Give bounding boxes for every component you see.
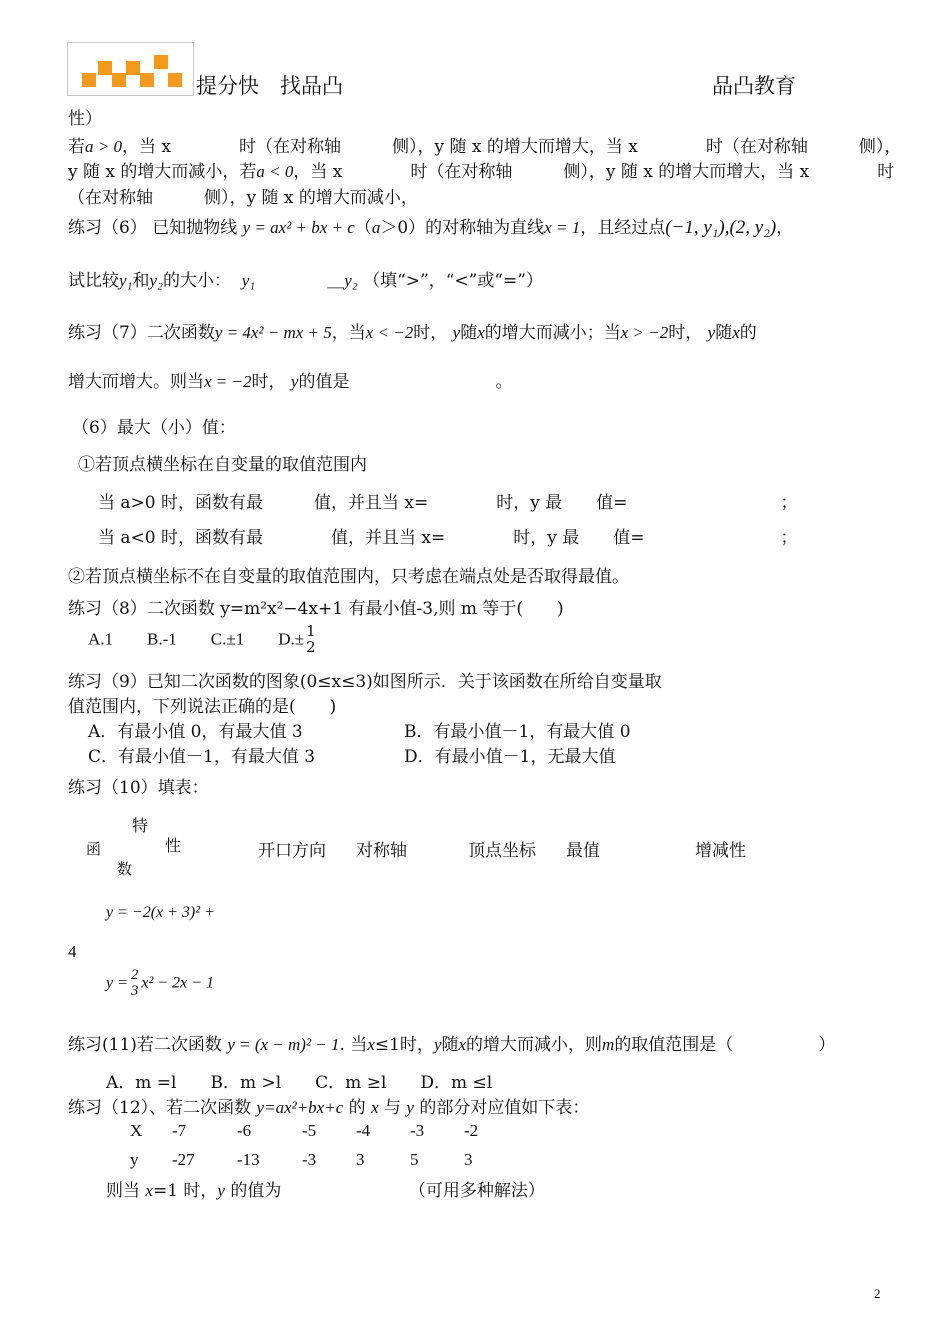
table-header-te: 特 xyxy=(132,816,149,835)
page-number: 2 xyxy=(874,1286,881,1301)
table12-y-cell: 3 xyxy=(356,1150,365,1169)
text-line: 若a > 0，当 x 时（在对称轴 侧），y 随 x 的增大而增大，当 x 时（在对称轴 侧）， xyxy=(68,137,902,157)
section-6-title: （6）最大（小）值： xyxy=(72,418,236,438)
table-header-vertex: 顶点坐标 xyxy=(468,841,536,861)
table12-x-cell: -6 xyxy=(237,1121,252,1140)
table-header-opening: 开口方向 xyxy=(258,841,326,861)
exercise-11-options: A．m =l B．m >l C．m ≥l D．m ≤l xyxy=(106,1073,493,1093)
logo-square xyxy=(168,73,182,87)
table-function-1: y = −2(x + 3)² + xyxy=(106,904,215,921)
exercise-9-option-b: B．有最小值－1，有最大值 0 xyxy=(404,722,631,742)
table12-y-cell: 5 xyxy=(410,1150,419,1169)
logo-square xyxy=(126,61,140,75)
table12-y-cell: -27 xyxy=(172,1150,195,1169)
exercise-12: 练习（12）、若二次函数 y=ax²+bx+c 的 x 与 y 的部分对应值如下表： xyxy=(68,1098,590,1118)
exercise-11: 练习(11)若二次函数 y = (x − m)² − 1. 当x≤1时，y随x的增大而减小，则m的取值范围是（ ） xyxy=(68,1035,836,1055)
table12-x-label: X xyxy=(130,1121,143,1140)
exercise-9-option-c: C．有最小值－1，有最大值 3 xyxy=(88,747,316,767)
table-header-xing: 性 xyxy=(165,836,182,855)
table12-y-label: y xyxy=(130,1150,139,1169)
exercise-6-line-2: 试比较y₁和y₂的大小： y₁ ＿y₂ （填“>”，“<”或“=”） xyxy=(68,271,543,291)
table-function-1-tail: 4 xyxy=(68,942,77,961)
table-header-extreme: 最值 xyxy=(566,841,600,861)
logo xyxy=(67,42,194,96)
exercise-9-line-2: 值范围内，下列说法正确的是( ) xyxy=(68,697,337,717)
exercise-9-line-1: 练习（9）已知二次函数的图象(0≤x≤3)如图所示．关于该函数在所给自变量取 xyxy=(68,672,662,692)
logo-square xyxy=(154,55,168,69)
section-6-item-3: 当 a<0 时，函数有最 值，并且当 x= 时，y 最 值= ； xyxy=(98,528,798,548)
logo-square xyxy=(112,73,126,87)
exercise-7-line-1: 练习（7）二次函数y = 4x² − mx + 5，当x < −2时， y随x的增大而减小；当x > −2时， y随x的 xyxy=(68,323,757,343)
table12-x-cell: -5 xyxy=(302,1121,317,1140)
logo-square xyxy=(98,61,112,75)
table12-y-cell: 3 xyxy=(464,1150,473,1169)
table-header-axis: 对称轴 xyxy=(356,841,407,861)
header-brand: 品凸教育 xyxy=(712,74,796,98)
exercise-10-title: 练习（10）填表： xyxy=(68,778,209,798)
exercise-8: 练习（8）二次函数 y=m²x²−4x+1 有最小值-3,则 m 等于( ) xyxy=(68,599,564,619)
table12-y-cell: -3 xyxy=(302,1150,317,1169)
table-header-monotonic: 增减性 xyxy=(695,841,746,861)
text-line: （在对称轴 侧），y 随 x 的增大而减小， xyxy=(68,188,418,208)
table12-x-cell: -7 xyxy=(172,1121,187,1140)
logo-square xyxy=(140,73,154,87)
table12-x-cell: -4 xyxy=(356,1121,371,1140)
text-line: y 随 x 的增大而减小，若a < 0，当 x 时（在对称轴 侧），y 随 x 的增大而增大，当 x 时 xyxy=(68,162,895,182)
table12-x-cell: -3 xyxy=(410,1121,425,1140)
text-line: 性） xyxy=(68,109,102,129)
exercise-7-line-2: 增大而增大。则当x = −2时， y的值是 。 xyxy=(68,372,513,392)
table-header-han: 函 xyxy=(86,840,102,858)
exercise-9-option-d: D．有最小值－1，无最大值 xyxy=(404,747,616,767)
table12-y-cell: -13 xyxy=(237,1150,260,1169)
section-6-item-4: ②若顶点横坐标不在自变量的取值范围内，只考虑在端点处是否取得最值。 xyxy=(68,567,629,587)
header-slogan: 提分快 找品凸 xyxy=(196,74,343,98)
logo-square xyxy=(82,73,96,87)
exercise-6-line-1: 练习（6） 已知抛物线 y = ax² + bx + c（a＞0）的对称轴为直线x = 1，且经过点(−1, y₁),(2, y₂)， xyxy=(68,217,794,238)
exercise-9-option-a: A．有最小值 0，有最大值 3 xyxy=(88,722,303,742)
exercise-8-options: A.1 B.-1 C.±1 D.± 1 2 xyxy=(88,622,316,656)
table-header-shu: 数 xyxy=(117,860,133,878)
section-6-item-2: 当 a>0 时，函数有最 值，并且当 x= 时，y 最 值= ； xyxy=(98,493,798,513)
table-function-2: y = 2 3 x² − 2x − 1 xyxy=(106,967,214,999)
section-6-item-1: ①若顶点横坐标在自变量的取值范围内 xyxy=(78,455,367,475)
exercise-12-question: 则当 x=1 时，y 的值为 （可用多种解法） xyxy=(106,1181,545,1201)
table12-x-cell: -2 xyxy=(464,1121,479,1140)
